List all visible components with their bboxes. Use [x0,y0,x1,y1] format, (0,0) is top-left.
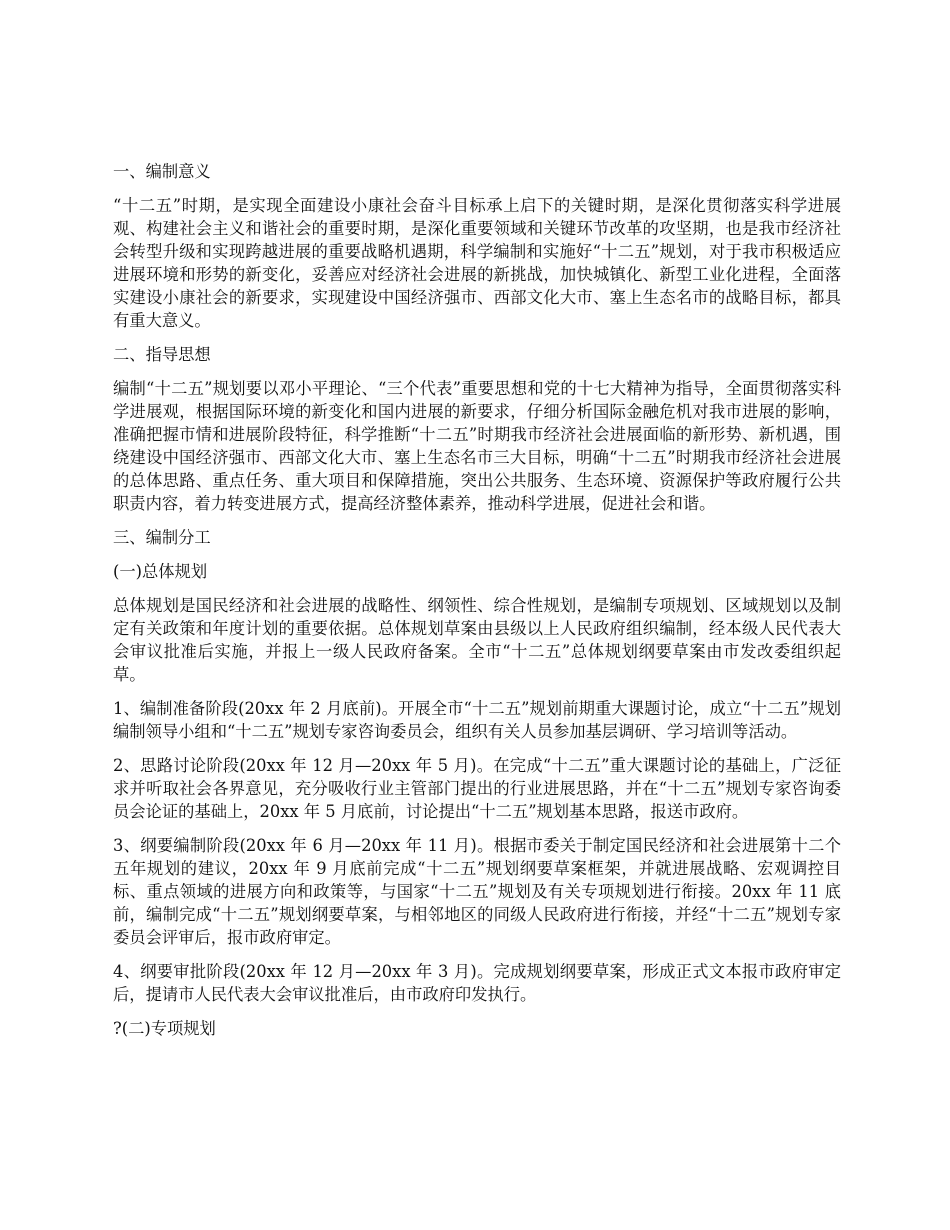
stage-item: 2、思路讨论阶段(20xx 年 12 月—20xx 年 5 月)。在完成“十二五”重大课题讨论的基础上，广泛征求并听取社会各界意见，充分吸收行业主管部门提出的行业进展思路，并在“十二五”规划专家咨询委员会论证的基础上，20xx 年 5 月底前，讨论提出“十二五”规划基本思路，报送市政府。 [113,756,841,821]
subsection-heading-special-plans: ?(二)专项规划 [113,1019,216,1038]
paragraph-overall-plan: 总体规划是国民经济和社会进展的战略性、纲领性、综合性规划，是编制专项规划、区域规划以及制定有关政策和年度计划的重要依据。总体规划草案由县级以上人民政府组织编制，经本级人民代表大会审议批准后实施，并报上一级人民政府备案。全市“十二五”总体规划纲要草案由市发改委组织起草。 [113,596,841,684]
document-page [113,160,841,1051]
section-heading-division-of-work: 三、编制分工 [113,528,211,547]
paragraph-significance: “十二五”时期，是实现全面建设小康社会奋斗目标承上启下的关键时期，是深化贯彻落实科学进展观、构建社会主义和谐社会的重要时期，是深化重要领域和关键环节改革的攻坚期，也是我市经济社会转型升级和实现跨越进展的重要战略机遇期，科学编制和实施好“十二五”规划，对于我市积极适应进展环境和形势的新变化，妥善应对经济社会进展的新挑战，加快城镇化、新型工业化进程，全面落实建设小康社会的新要求，实现建设中国经济强市、西部文化大市、塞上生态名市的战略目标，都具有重大意义。 [113,196,841,330]
paragraph-guiding-ideology: 编制“十二五”规划要以邓小平理论、“三个代表”重要思想和党的十七大精神为指导，全面贯彻落实科学进展观，根据国际环境的新变化和国内进展的新要求，仔细分析国际金融危机对我市进展的影响，准确把握市情和进展阶段特征，科学推断“十二五”时期我市经济社会进展面临的新形势、新机遇，围绕建设中国经济强市、西部文化大市、塞上生态名市三大目标，明确“十二五”时期我市经济社会进展的总体思路、重点任务、重大项目和保障措施，突出公共服务、生态环境、资源保护等政府履行公共职责内容，着力转变进展方式，提高经济整体素养，推动科学进展，促进社会和谐。 [113,379,841,513]
stage-item: 4、纲要审批阶段(20xx 年 12 月—20xx 年 3 月)。完成规划纲要草案，形成正式文本报市政府审定后，提请市人民代表大会审议批准后，由市政府印发执行。 [113,962,841,1004]
subsection-heading-overall-plan: (一)总体规划 [113,562,208,581]
stage-item: 3、纲要编制阶段(20xx 年 6 月—20xx 年 11 月)。根据市委关于制定国民经济和社会进展第十二个五年规划的建议，20xx 年 9 月底前完成“十二五”规划纲要草案框架，并就进展战略、宏观调控目标、重点领域的进展方向和政策等，与国家“十二五”规划及有关专项规划进行衔接。20xx 年 11 底前，编制完成“十二五”规划纲要草案，与相邻地区的同级人民政府进行衔接，并经“十二五”规划专家委员会评审后，报市政府审定。 [113,836,841,947]
section-heading-significance: 一、编制意义 [113,162,211,181]
section-heading-guiding-ideology: 二、指导思想 [113,345,211,364]
stage-item: 1、编制准备阶段(20xx 年 2 月底前)。开展全市“十二五”规划前期重大课题讨论，成立“十二五”规划编制领导小组和“十二五”规划专家咨询委员会，组织有关人员参加基层调研、学习培训等活动。 [113,699,841,741]
